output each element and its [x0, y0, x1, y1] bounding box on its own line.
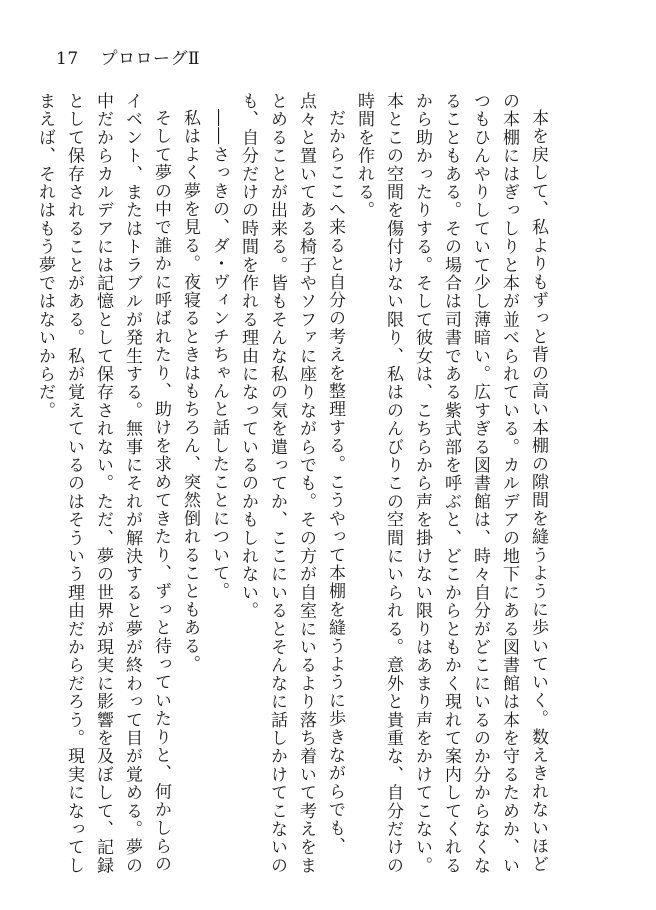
vertical-text-body	[32, 92, 552, 884]
paragraph: そして夢の中で誰かに呼ばれたり、助けを求めてきたり、ずっと待っていたりと、何かしらのイベント、またはトラブルが発生する。無事にそれが解決すると夢が終わって目が覚める。夢の中だからカルデアには記憶として保存されない。ただ、夢の世界が現実に影響を及ぼして、記録として保存されることがある。私が覚えているのはそういう理由だからだろう。現実になってしまえば、それはもう夢ではないからだ。	[35, 92, 171, 875]
page-header	[56, 44, 200, 69]
paragraph: 私はよく夢を見る。夜寝るときはもちろん、突然倒れることもある。	[180, 109, 200, 674]
paragraph: だからここへ来ると自分の考えを整理する。こうやって本棚を縫うように歩きながらでも、点々と置いてある椅子やソファに座りながらでも。その方が自室にいるより落ち着いて考えをまとめることが出来る。皆もそんな私の気を遣ってか、ここにいるとそんなに話しかけてこないのも、自分だけの時間を作れる理由になっているのかもしれない。	[238, 92, 345, 875]
page-number: 17	[56, 49, 79, 69]
chapter-title: プロローグⅡ	[100, 49, 201, 69]
paragraph: ――さっきの、ダ・ヴィンチちゃんと話したことについて。	[209, 109, 229, 601]
paragraph: 本を戻して、私よりもずっと背の高い本棚の隙間を縫うように歩いていく。数えきれないほどの本棚にはぎっしりと本が並べられている。カルデアの地下にある図書館は本を守るためか、いつもひんやりしていて少し薄暗い。広すぎる図書館は、時々自分がどこにいるのか分からなくなることもある。その場合は司書である紫式部を呼ぶと、どこからともかく現れて案内してくれるから助かったりする。そして彼女は、こちらから声を掛けない限りはあまり声をかけてこない。本とこの空間を傷付けない限り、私はのんびりこの空間にいられる。意外と貴重な、自分だけの時間を作れる。	[354, 92, 548, 875]
